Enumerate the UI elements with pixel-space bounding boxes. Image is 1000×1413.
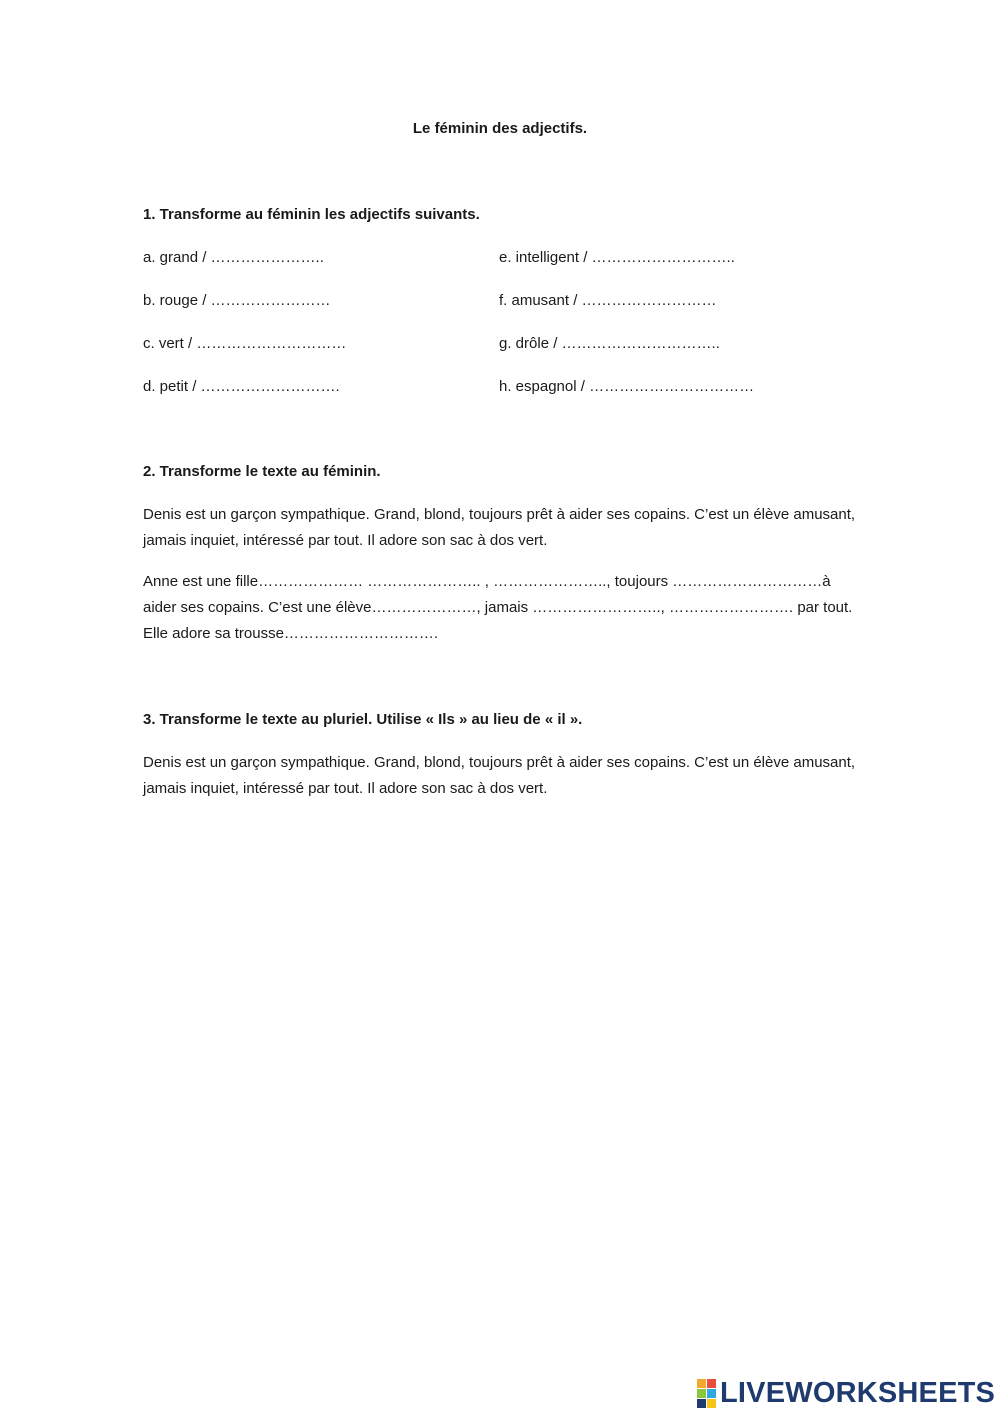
logo-square xyxy=(697,1379,706,1388)
exercise-2-heading: 2. Transforme le texte au féminin. xyxy=(143,463,381,480)
logo-square xyxy=(707,1389,716,1398)
page-title: Le féminin des adjectifs. xyxy=(412,120,588,137)
exercise-1-item-f: f. amusant / ……………………… xyxy=(499,292,717,309)
exercise-3-source-text: Denis est un garçon sympathique. Grand, blond, toujours prêt à aider ses copains. C’est un élève amusant, jamais inquiet, intéressé par tout. Il adore son sac à dos vert. xyxy=(143,754,856,797)
logo-square xyxy=(707,1399,716,1408)
logo-square xyxy=(707,1379,716,1388)
exercise-2-source-text: Denis est un garçon sympathique. Grand, blond, toujours prêt à aider ses copains. C’est un élève amusant, jamais inquiet, intéressé par tout. Il adore son sac à dos vert. xyxy=(143,506,856,549)
exercise-1-item-a: a. grand / ………………….. xyxy=(143,249,324,266)
exercise-1-item-c: c. vert / ………………………… xyxy=(143,335,347,352)
logo-square xyxy=(697,1399,706,1408)
liveworksheets-logo xyxy=(697,1378,995,1408)
exercise-1-item-e: e. intelligent / ……………………….. xyxy=(499,249,735,266)
logo-squares-icon xyxy=(697,1379,716,1408)
exercise-1-heading: 1. Transforme au féminin les adjectifs suivants. xyxy=(143,206,480,223)
exercise-1-item-d: d. petit / ………………………. xyxy=(143,378,340,395)
exercise-1-item-h: h. espagnol / …………………………… xyxy=(499,378,755,395)
exercise-1-item-g: g. drôle / ………………………….. xyxy=(499,335,720,352)
exercise-1-item-b: b. rouge / …………………… xyxy=(143,292,331,309)
exercise-3-heading: 3. Transforme le texte au pluriel. Utilise « Ils » au lieu de « il ». xyxy=(143,711,583,728)
logo-square xyxy=(697,1389,706,1398)
exercise-2-fill-text: Anne est une fille………………… ………………….. , ………………….., toujours …………………………à aider ses copains. C’est une élève…………………, jamais …………………….., ……………………. par tout. Elle adore sa trousse…………………………. xyxy=(143,573,853,642)
logo-text: LIVEWORKSHEETS xyxy=(720,1376,996,1409)
